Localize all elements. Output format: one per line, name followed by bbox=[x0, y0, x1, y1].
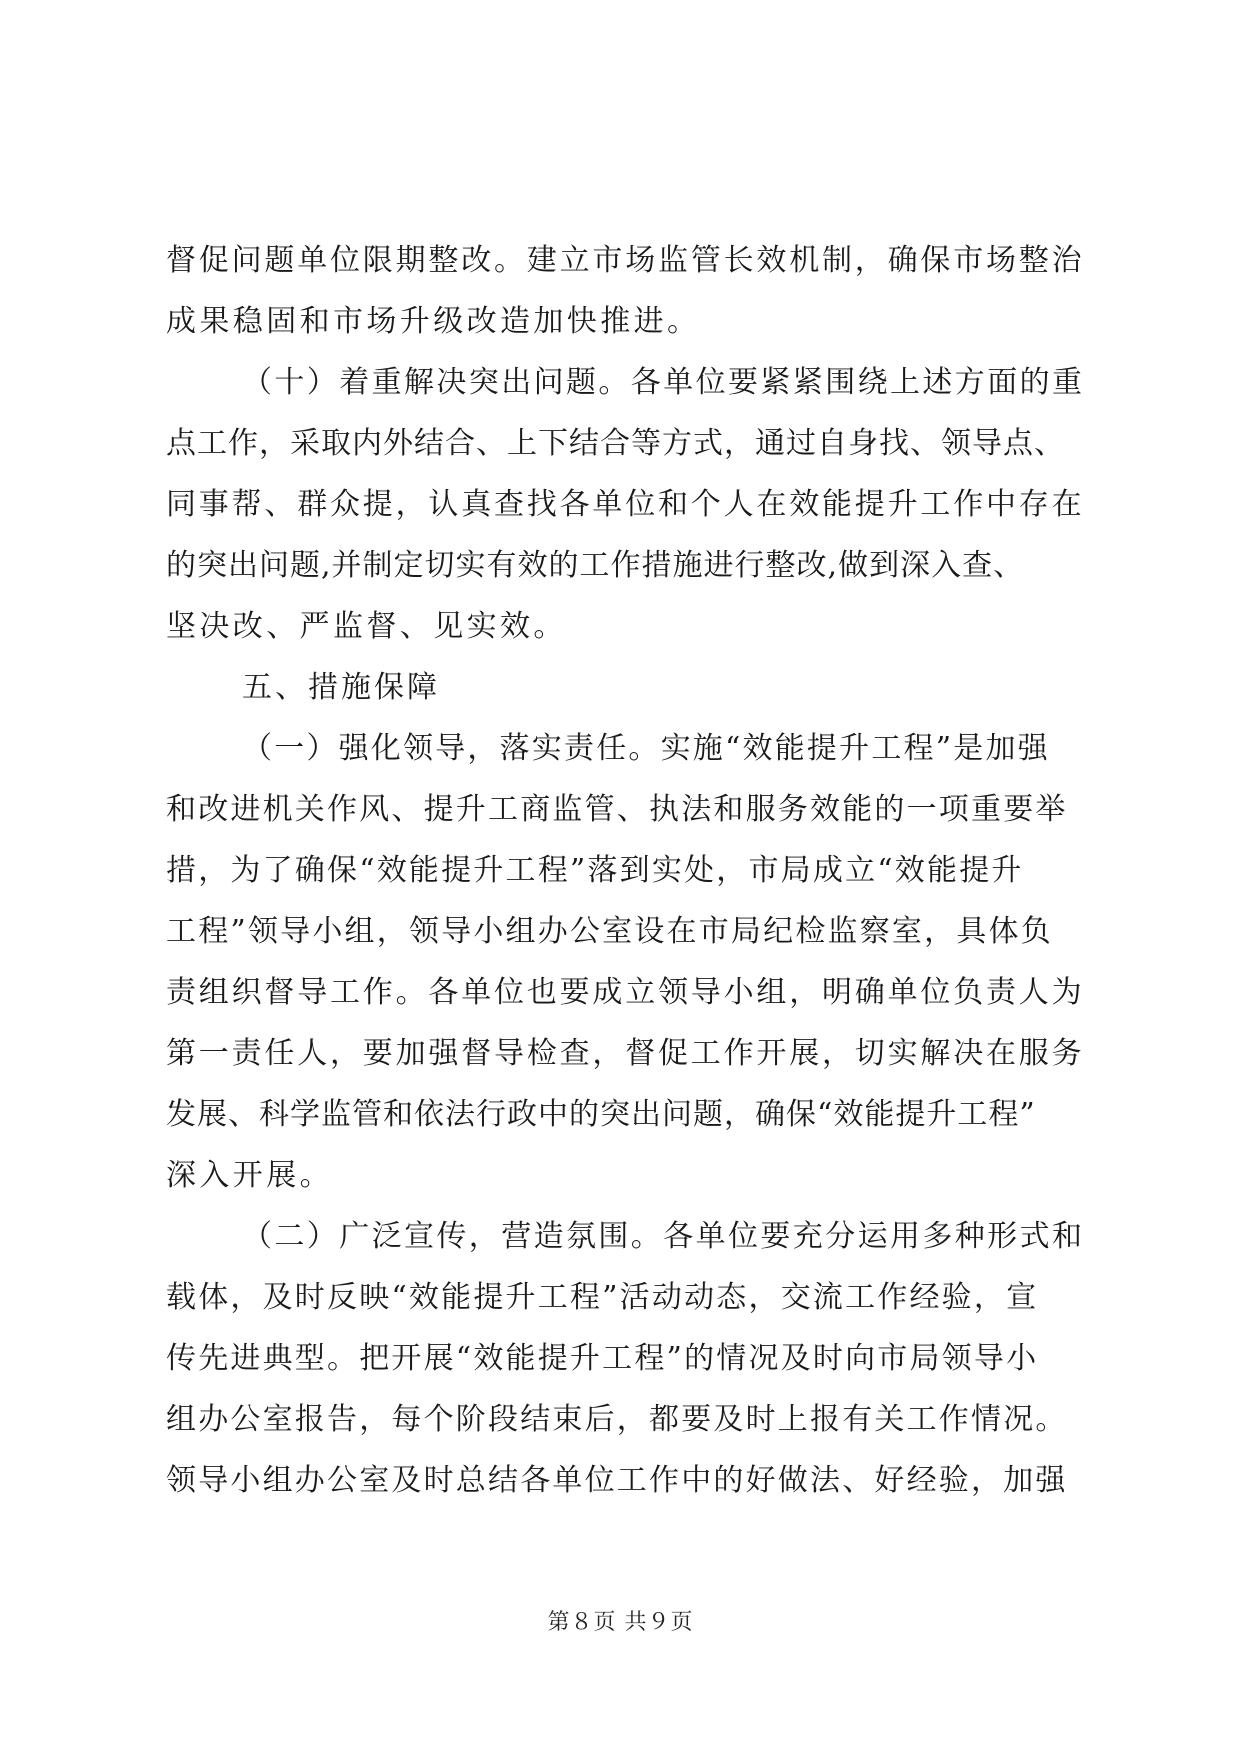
body-line: 工程”领导小组，领导小组办公室设在市局纪检监察室，具体负 bbox=[166, 914, 1053, 949]
document-body bbox=[166, 230, 1084, 1511]
section-heading: 五、措施保障 bbox=[242, 670, 440, 705]
body-line: 的突出问题,并制定切实有效的工作措施进行整改,做到深入查、 bbox=[166, 548, 1025, 583]
body-line: 同事帮、群众提，认真查找各单位和个人在效能提升工作中存在 bbox=[166, 487, 1085, 522]
body-line: 责组织督导工作。各单位也要成立领导小组，明确单位负责人为 bbox=[166, 975, 1085, 1010]
body-line: 发展、科学监管和依法行政中的突出问题，确保“效能提升工程” bbox=[166, 1097, 1036, 1132]
paragraph-start-line: （十）着重解决突出问题。各单位要紧紧围绕上述方面的重 bbox=[242, 365, 1085, 400]
body-line: 第一责任人，要加强督导检查，督促工作开展，切实解决在服务 bbox=[166, 1036, 1085, 1071]
body-line: 载体，及时反映“效能提升工程”活动动态，交流工作经验，宣 bbox=[166, 1280, 1039, 1315]
body-line: 领导小组办公室及时总结各单位工作中的好做法、好经验，加强 bbox=[166, 1463, 1068, 1498]
body-line: 和改进机关作风、提升工商监管、执法和服务效能的一项重要举 bbox=[166, 792, 1068, 827]
paragraph-start-line: （一）强化领导，落实责任。实施“效能提升工程”是加强 bbox=[242, 731, 1050, 766]
body-line: 传先进典型。把开展“效能提升工程”的情况及时向市局领导小 bbox=[166, 1341, 1039, 1376]
body-line: 深入开展。 bbox=[166, 1158, 333, 1193]
body-line: 坚决改、严监督、见实效。 bbox=[166, 609, 567, 644]
body-line: 措，为了确保“效能提升工程”落到实处，市局成立“效能提升 bbox=[166, 853, 1024, 888]
page-number-footer: 第８页 共９页 bbox=[547, 1610, 694, 1635]
body-line: 督促问题单位限期整改。建立市场监管长效机制，确保市场整治 bbox=[166, 243, 1085, 278]
body-line: 点工作，采取内外结合、上下结合等方式，通过自身找、领导点、 bbox=[166, 426, 1065, 461]
body-line: 组办公室报告，每个阶段结束后，都要及时上报有关工作情况。 bbox=[166, 1402, 1068, 1437]
paragraph-start-line: （二）广泛宣传，营造氛围。各单位要充分运用多种形式和 bbox=[242, 1219, 1085, 1254]
body-line: 成果稳固和市场升级改造加快推进。 bbox=[166, 304, 701, 339]
